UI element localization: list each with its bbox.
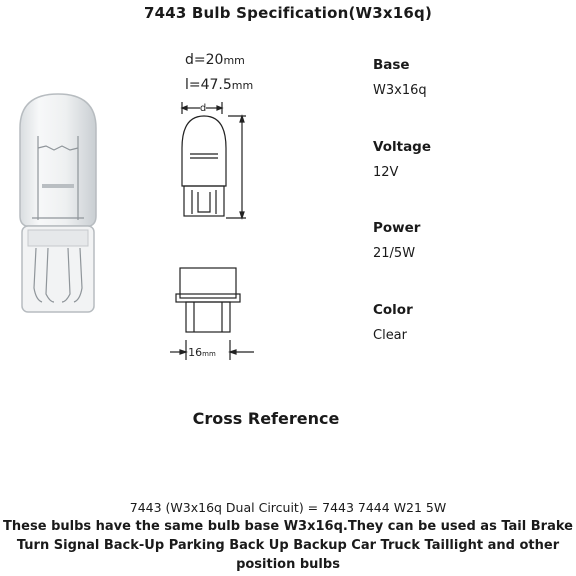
bulb-photo <box>2 88 114 328</box>
page-title: 7443 Bulb Specification(W3x16q) <box>143 4 433 22</box>
base-width-label: 16mm <box>188 346 216 359</box>
d-marker: d <box>199 103 207 114</box>
cross-reference-text <box>0 498 576 574</box>
bulb-technical-drawing <box>160 96 270 366</box>
cross-reference-equivalents: 7443 (W3x16q Dual Circuit) = 7443 7444 W21 5W <box>129 500 447 515</box>
spec-label: Power <box>373 220 421 236</box>
spec-voltage <box>373 139 563 180</box>
spec-value: W3x16q <box>373 83 427 98</box>
spec-label: Voltage <box>373 139 431 155</box>
spec-label: Base <box>373 57 410 73</box>
spec-value: 12V <box>373 165 399 180</box>
spec-color <box>373 302 563 343</box>
spec-value: Clear <box>373 328 407 343</box>
spec-power <box>373 220 563 261</box>
cross-reference-description: These bulbs have the same bulb base W3x16q.They can be used as Tail Brake Turn Signal Back-Up Parking Back Up Backup Car Truck Taillight and other position bulbs <box>3 519 573 572</box>
spec-value: 21/5W <box>373 246 416 261</box>
spec-base <box>373 57 563 98</box>
diameter-label: d=20mm <box>185 52 245 68</box>
cross-reference-title: Cross Reference <box>192 409 340 428</box>
spec-label: Color <box>373 302 413 318</box>
length-label: l=47.5mm <box>185 77 254 93</box>
